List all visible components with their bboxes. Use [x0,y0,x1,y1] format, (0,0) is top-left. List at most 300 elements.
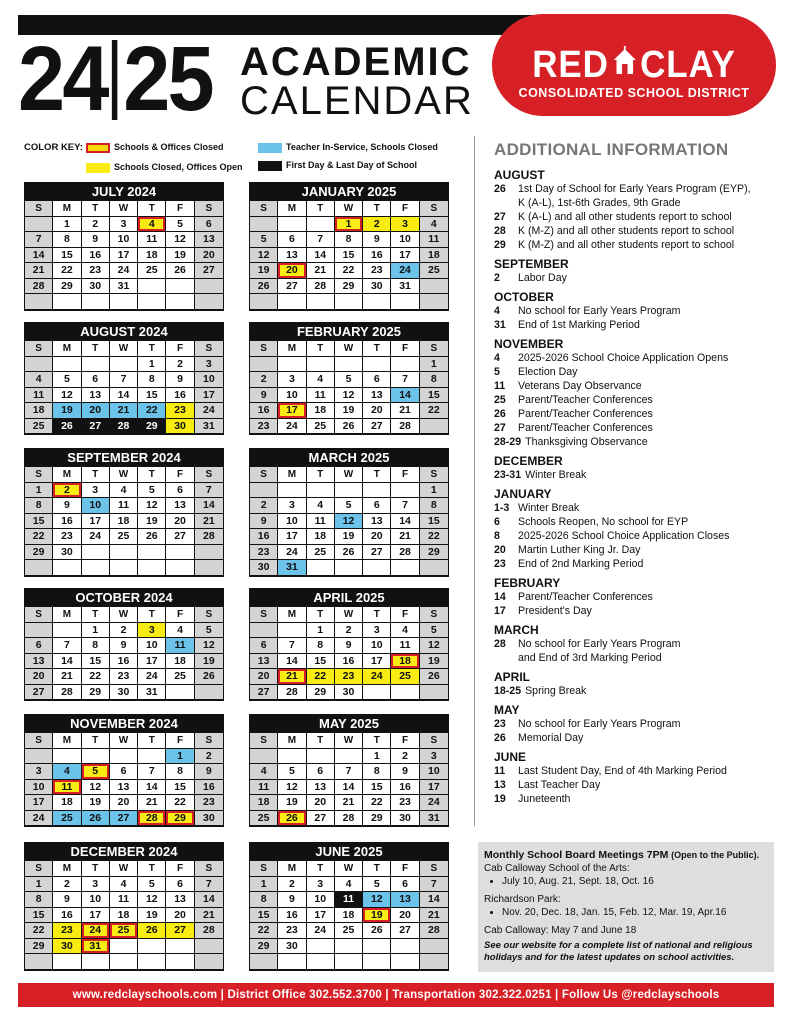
day-cell: 11 [391,638,419,654]
day-cell: 14 [138,780,166,796]
weekday-header: M [53,467,81,483]
day-cell: 7 [420,877,448,893]
day-cell: 11 [53,780,81,796]
weekday-header: S [195,201,223,217]
day-cell: 10 [195,372,223,388]
day-cell: 6 [195,217,223,233]
info-event-date: 19 [494,793,506,805]
info-month-section [494,257,784,285]
empty-cell [166,545,194,561]
info-event-date: 8 [494,530,500,542]
board-location-2-dates: • Nov. 20, Dec. 18, Jan. 15, Feb. 12, Mar. 19, Apr.16 [502,906,768,919]
weekday-header: M [278,341,306,357]
day-cell: 22 [53,263,81,279]
weekday-header: S [195,733,223,749]
info-event-text: 2025-2026 School Choice Application Closes [518,530,730,542]
day-cell: 9 [363,232,391,248]
info-event-text: K (A-L) and all other students report to school [518,211,732,223]
day-cell: 4 [307,498,335,514]
day-cell: 9 [278,892,306,908]
key-inservice [258,142,438,153]
day-cell: 4 [110,483,138,499]
day-cell: 18 [166,654,194,670]
day-cell: 13 [82,388,110,404]
day-cell: 13 [166,892,194,908]
weekday-header: M [278,607,306,623]
key-closed-offices-open-label: Schools Closed, Offices Open [114,162,243,172]
empty-cell [391,954,419,970]
day-cell: 15 [307,654,335,670]
weekday-header: M [53,607,81,623]
info-event-text: K (A-L), 1st-6th Grades, 9th Grade [518,197,681,209]
day-cell: 22 [307,669,335,685]
month-title: MARCH 2025 [249,448,449,467]
day-cell: 8 [363,764,391,780]
day-cell: 26 [335,545,363,561]
empty-cell [307,954,335,970]
weekday-header: T [82,607,110,623]
day-cell: 12 [138,892,166,908]
empty-cell [391,939,419,955]
page-title-line2: CALENDAR [240,79,474,123]
day-cell: 8 [138,372,166,388]
day-cell: 22 [138,403,166,419]
info-month-section [494,623,784,665]
day-cell: 12 [166,232,194,248]
year-left: 24 [18,28,107,130]
day-cell: 11 [420,232,448,248]
day-cell: 7 [278,638,306,654]
day-cell: 8 [25,892,53,908]
empty-cell [278,623,306,639]
day-cell: 19 [420,654,448,670]
day-cell: 24 [363,669,391,685]
empty-cell [138,560,166,576]
weekday-header: F [166,467,194,483]
day-cell: 22 [25,923,53,939]
day-cell: 2 [278,877,306,893]
weekday-header: W [110,607,138,623]
weekday-header: W [110,341,138,357]
empty-cell [138,939,166,955]
empty-cell [278,357,306,373]
day-cell: 17 [82,908,110,924]
day-cell: 20 [195,248,223,264]
empty-cell [250,217,278,233]
day-cell: 1 [25,877,53,893]
day-cell: 24 [278,545,306,561]
day-cell: 11 [25,388,53,404]
info-event-text: and End of 3rd Marking Period [518,652,662,664]
weekday-header: W [110,733,138,749]
day-cell: 14 [335,780,363,796]
info-event-text: K (M-Z) and all other students report to school [518,239,735,251]
day-cell: 4 [138,217,166,233]
info-event-date: 28-29 [494,436,522,448]
day-cell: 8 [82,638,110,654]
empty-cell [82,749,110,765]
day-cell: 10 [363,638,391,654]
empty-cell [307,294,335,310]
weekday-header: F [391,467,419,483]
empty-cell [25,357,53,373]
day-cell: 8 [53,232,81,248]
day-cell: 12 [82,780,110,796]
day-cell: 31 [138,685,166,701]
info-event [494,543,784,557]
day-cell: 1 [53,217,81,233]
day-cell: 27 [25,685,53,701]
weekday-header: M [53,861,81,877]
info-event-date: 23-31 [494,469,522,481]
day-cell: 12 [53,388,81,404]
day-cell: 7 [25,232,53,248]
day-cell: 2 [363,217,391,233]
day-cell: 21 [335,795,363,811]
info-month-section [494,703,784,745]
day-cell: 3 [195,357,223,373]
empty-cell [335,954,363,970]
day-cell: 1 [307,623,335,639]
day-cell: 28 [391,419,419,435]
day-cell: 1 [138,357,166,373]
empty-cell [82,294,110,310]
day-cell: 31 [82,939,110,955]
month-days-grid [249,607,449,701]
empty-cell [391,294,419,310]
day-cell: 14 [391,514,419,530]
info-event-date: 4 [494,352,500,364]
month-days-grid [24,733,224,827]
weekday-header: S [250,201,278,217]
month-calendar [249,322,449,435]
logo-name-left: RED [532,44,609,86]
day-cell: 21 [391,529,419,545]
day-cell: 20 [110,795,138,811]
day-cell: 2 [250,372,278,388]
info-event-text: Memorial Day [518,732,584,744]
color-key-label: COLOR KEY: [24,142,83,153]
weekday-header: S [195,341,223,357]
day-cell: 3 [278,498,306,514]
info-event [494,731,784,745]
empty-cell [53,560,81,576]
day-cell: 24 [82,923,110,939]
day-cell: 2 [250,498,278,514]
day-cell: 28 [138,811,166,827]
day-cell: 2 [82,217,110,233]
day-cell: 5 [420,623,448,639]
day-cell: 5 [278,764,306,780]
day-cell: 20 [363,529,391,545]
day-cell: 17 [110,248,138,264]
day-cell: 13 [250,654,278,670]
weekday-header: F [391,861,419,877]
month-title: FEBRUARY 2025 [249,322,449,341]
info-event [494,238,784,252]
day-cell: 9 [166,372,194,388]
day-cell: 7 [53,638,81,654]
day-cell: 24 [278,419,306,435]
day-cell: 13 [278,248,306,264]
day-cell: 27 [166,529,194,545]
day-cell: 25 [53,811,81,827]
day-cell: 18 [110,514,138,530]
info-event-date: 11 [494,380,506,392]
day-cell: 6 [250,638,278,654]
board-location-2: Richardson Park: [484,894,561,905]
month-title: SEPTEMBER 2024 [24,448,224,467]
day-cell: 3 [420,749,448,765]
day-cell: 30 [278,939,306,955]
day-cell: 9 [335,638,363,654]
weekday-header: T [307,733,335,749]
empty-cell [166,294,194,310]
info-event [494,557,784,571]
day-cell: 27 [110,811,138,827]
empty-cell [138,279,166,295]
day-cell: 18 [110,908,138,924]
day-cell: 28 [307,279,335,295]
info-event [494,468,784,482]
empty-cell [25,749,53,765]
day-cell: 26 [278,811,306,827]
empty-cell [420,939,448,955]
day-cell: 7 [138,764,166,780]
info-month-section [494,576,784,618]
empty-cell [278,217,306,233]
day-cell: 16 [278,908,306,924]
day-cell: 5 [335,372,363,388]
day-cell: 6 [363,372,391,388]
info-event-date: 1-3 [494,502,510,514]
empty-cell [363,939,391,955]
info-event [494,590,784,604]
weekday-header: T [82,861,110,877]
month-title: DECEMBER 2024 [24,842,224,861]
empty-cell [110,954,138,970]
month-calendar [24,588,224,701]
info-event [494,304,784,318]
day-cell: 2 [53,877,81,893]
day-cell: 30 [166,419,194,435]
day-cell: 5 [53,372,81,388]
day-cell: 10 [82,498,110,514]
day-cell: 13 [391,892,419,908]
day-cell: 7 [391,372,419,388]
weekday-header: S [195,861,223,877]
info-event [494,684,784,698]
month-days-grid [24,607,224,701]
weekday-header: F [166,341,194,357]
weekday-header: W [110,467,138,483]
day-cell: 5 [166,217,194,233]
empty-cell [335,560,363,576]
day-cell: 6 [110,764,138,780]
day-cell: 28 [195,923,223,939]
day-cell: 23 [250,545,278,561]
day-cell: 9 [53,892,81,908]
info-event-date: 14 [494,591,506,603]
day-cell: 12 [335,514,363,530]
info-event [494,435,784,449]
empty-cell [420,685,448,701]
empty-cell [82,357,110,373]
info-event-date: 27 [494,422,506,434]
day-cell: 23 [250,419,278,435]
empty-cell [166,279,194,295]
weekday-header: T [138,861,166,877]
day-cell: 10 [110,232,138,248]
info-event-text: 1st Day of School for Early Years Program (EYP), [518,183,751,195]
weekday-header: S [25,733,53,749]
day-cell: 17 [278,403,306,419]
month-days-grid [249,733,449,827]
info-event-date: 17 [494,605,506,617]
day-cell: 30 [250,560,278,576]
info-event [494,421,784,435]
day-cell: 8 [166,764,194,780]
day-cell: 4 [391,623,419,639]
info-month-heading: APRIL [494,670,530,684]
info-month-heading: MARCH [494,623,539,637]
day-cell: 12 [420,638,448,654]
empty-cell [307,749,335,765]
weekday-header: T [82,341,110,357]
key-inservice-label: Teacher In-Service, Schools Closed [286,142,438,152]
day-cell: 26 [363,923,391,939]
weekday-header: S [25,861,53,877]
weekday-header: W [335,861,363,877]
day-cell: 22 [335,263,363,279]
day-cell: 15 [363,780,391,796]
day-cell: 23 [335,669,363,685]
info-month-heading: JUNE [494,750,527,764]
day-cell: 8 [420,498,448,514]
month-title: JUNE 2025 [249,842,449,861]
day-cell: 30 [391,811,419,827]
empty-cell [53,357,81,373]
day-cell: 17 [420,780,448,796]
empty-cell [363,560,391,576]
day-cell: 10 [391,232,419,248]
info-month-section [494,670,784,698]
info-month-section [494,290,784,332]
weekday-header: S [250,607,278,623]
info-event [494,604,784,618]
info-event-text: Labor Day [518,272,567,284]
info-event-date: 5 [494,366,500,378]
empty-cell [307,939,335,955]
day-cell: 12 [363,892,391,908]
day-cell: 23 [278,923,306,939]
day-cell: 20 [363,403,391,419]
day-cell: 10 [138,638,166,654]
day-cell: 4 [335,877,363,893]
day-cell: 21 [391,403,419,419]
day-cell: 30 [53,939,81,955]
day-cell: 6 [363,498,391,514]
day-cell: 6 [82,372,110,388]
weekday-header: T [138,733,166,749]
day-cell: 23 [53,529,81,545]
empty-cell [250,749,278,765]
month-days-grid [24,861,224,971]
day-cell: 27 [278,279,306,295]
info-month-heading: MAY [494,703,520,717]
weekday-header: M [278,733,306,749]
empty-cell [110,749,138,765]
day-cell: 3 [307,877,335,893]
empty-cell [25,217,53,233]
day-cell: 24 [138,669,166,685]
day-cell: 9 [250,388,278,404]
empty-cell [250,483,278,499]
info-event [494,717,784,731]
day-cell: 26 [195,669,223,685]
day-cell: 9 [391,764,419,780]
day-cell: 13 [166,498,194,514]
day-cell: 21 [307,263,335,279]
empty-cell [335,294,363,310]
day-cell: 30 [82,279,110,295]
info-event-text: End of 2nd Marking Period [518,558,644,570]
day-cell: 9 [195,764,223,780]
day-cell: 26 [138,923,166,939]
day-cell: 20 [166,908,194,924]
day-cell: 10 [307,892,335,908]
weekday-header: T [138,201,166,217]
day-cell: 27 [391,923,419,939]
weekday-header: T [82,201,110,217]
day-cell: 12 [138,498,166,514]
logo-subtitle: CONSOLIDATED SCHOOL DISTRICT [518,86,750,100]
day-cell: 8 [420,372,448,388]
day-cell: 21 [195,514,223,530]
empty-cell [363,954,391,970]
day-cell: 17 [138,654,166,670]
info-month-heading: OCTOBER [494,290,554,304]
day-cell: 15 [25,908,53,924]
info-event-text: No school for Early Years Program [518,638,681,650]
day-cell: 31 [278,560,306,576]
weekday-header: W [335,341,363,357]
day-cell: 25 [166,669,194,685]
day-cell: 27 [250,685,278,701]
month-calendar [249,842,449,971]
day-cell: 4 [25,372,53,388]
day-cell: 22 [82,669,110,685]
info-event-text: Thanksgiving Observance [525,436,648,448]
day-cell: 24 [110,263,138,279]
day-cell: 22 [420,403,448,419]
day-cell: 15 [420,388,448,404]
day-cell: 5 [138,483,166,499]
weekday-header: W [110,861,138,877]
day-cell: 17 [391,248,419,264]
day-cell: 21 [278,669,306,685]
day-cell: 21 [420,908,448,924]
day-cell: 2 [391,749,419,765]
empty-cell [138,954,166,970]
day-cell: 23 [110,669,138,685]
weekday-header: T [363,861,391,877]
day-cell: 13 [25,654,53,670]
info-event-text: Election Day [518,366,578,378]
weekday-header: T [138,607,166,623]
day-cell: 23 [363,263,391,279]
info-event-date: 29 [494,239,506,251]
